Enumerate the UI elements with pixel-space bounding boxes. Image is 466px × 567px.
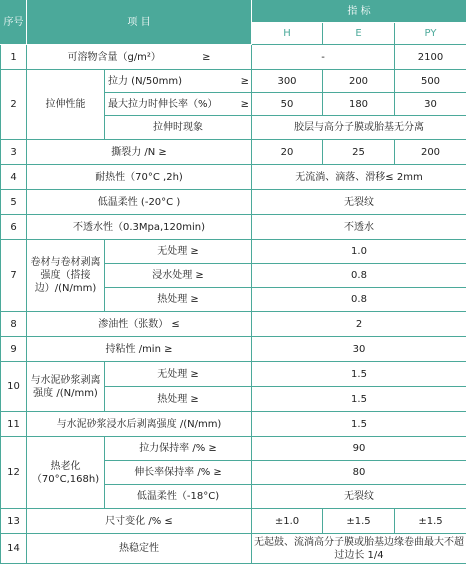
table-row [1, 412, 466, 437]
row-comparator: ≥ [202, 51, 211, 63]
row-group: 与水泥砂浆剥离强度 /(N/mm) [27, 362, 105, 412]
row-group: 热老化（70°C,168h) [27, 437, 105, 509]
sub-row-label [105, 93, 252, 116]
row-group: 卷材与卷材剥离强度（搭接边）/(N/mm) [27, 240, 105, 312]
value-merged: 无裂纹 [252, 485, 466, 509]
value-h: ±1.0 [252, 509, 323, 534]
sub-row-label: 浸水处理 ≥ [105, 264, 252, 288]
value-merged: 无流淌、滴落、滑移≤ 2mm [252, 165, 466, 190]
row-name-cell [27, 45, 252, 70]
row-name: 不透水性（0.3Mpa,120min) [27, 215, 252, 240]
value-h: 300 [252, 70, 323, 93]
sub-row-comparator: ≥ [240, 98, 249, 110]
value-e: 180 [323, 93, 395, 116]
value-merged: 30 [252, 337, 466, 362]
value-merged: 1.5 [252, 362, 466, 387]
value-h: 50 [252, 93, 323, 116]
row-name: 撕裂力 /N ≥ [27, 140, 252, 165]
table-row [1, 165, 466, 190]
value-merged: 90 [252, 437, 466, 461]
sub-row-label: 拉伸时现象 [105, 116, 252, 140]
sub-row-label: 伸长率保持率 /% ≥ [105, 461, 252, 485]
value-merged: 无起鼓、流淌高分子膜或胎基边缘卷曲最大不超过边长 1/4 [252, 534, 466, 564]
table-row [1, 190, 466, 215]
value-e: ±1.5 [323, 509, 395, 534]
sub-row-name: 拉力 (N/50mm) [108, 75, 183, 87]
row-number: 14 [1, 534, 27, 564]
row-group: 拉伸性能 [27, 70, 105, 140]
value-merged: 0.8 [252, 288, 466, 312]
value-merged: 1.0 [252, 240, 466, 264]
row-value-he: - [252, 45, 395, 70]
header-col-h: H [252, 23, 323, 45]
row-number: 8 [1, 312, 27, 337]
value-merged: 80 [252, 461, 466, 485]
sub-row-label: 无处理 ≥ [105, 362, 252, 387]
table-row [1, 240, 466, 264]
table-row [1, 140, 466, 165]
table-row [1, 45, 466, 70]
value-e: 25 [323, 140, 395, 165]
sub-row-label: 热处理 ≥ [105, 387, 252, 412]
row-number: 1 [1, 45, 27, 70]
table-row [1, 509, 466, 534]
sub-row-label [105, 70, 252, 93]
header-project: 项 目 [27, 1, 252, 45]
row-number: 4 [1, 165, 27, 190]
value-py: ±1.5 [395, 509, 466, 534]
table-row [1, 337, 466, 362]
header-indicator: 指 标 [252, 1, 466, 23]
row-name: 低温柔性 (-20°C ) [27, 190, 252, 215]
row-name: 持粘性 /min ≥ [27, 337, 252, 362]
value-py: 200 [395, 140, 466, 165]
row-name: 耐热性（70°C ,2h) [27, 165, 252, 190]
row-number: 7 [1, 240, 27, 312]
header-col-py: PY [395, 23, 466, 45]
row-number: 9 [1, 337, 27, 362]
table-row [1, 437, 466, 461]
row-name: 渗油性（张数） ≤ [27, 312, 252, 337]
header-seq: 序号 [1, 1, 27, 45]
table-row [1, 362, 466, 387]
row-name: 尺寸变化 /% ≤ [27, 509, 252, 534]
value-h: 20 [252, 140, 323, 165]
table-row [1, 70, 466, 93]
row-name: 可溶物含量（g/m²） [67, 51, 161, 63]
row-number: 6 [1, 215, 27, 240]
row-number: 13 [1, 509, 27, 534]
row-number: 3 [1, 140, 27, 165]
sub-row-label: 热处理 ≥ [105, 288, 252, 312]
value-merged: 无裂纹 [252, 190, 466, 215]
row-value-py: 2100 [395, 45, 466, 70]
value-merged: 不透水 [252, 215, 466, 240]
value-merged: 胶层与高分子膜或胎基无分离 [252, 116, 466, 140]
row-number: 5 [1, 190, 27, 215]
sub-row-label: 低温柔性（-18°C) [105, 485, 252, 509]
table-row [1, 312, 466, 337]
row-number: 10 [1, 362, 27, 412]
sub-row-label: 拉力保持率 /% ≥ [105, 437, 252, 461]
sub-row-name: 最大拉力时伸长率（%） [108, 98, 218, 110]
value-merged: 1.5 [252, 412, 466, 437]
table-row [1, 215, 466, 240]
value-merged: 0.8 [252, 264, 466, 288]
sub-row-label: 无处理 ≥ [105, 240, 252, 264]
table-row [1, 534, 466, 564]
row-number: 2 [1, 70, 27, 140]
row-number: 12 [1, 437, 27, 509]
value-py: 500 [395, 70, 466, 93]
value-merged: 2 [252, 312, 466, 337]
header-col-e: E [323, 23, 395, 45]
row-number: 11 [1, 412, 27, 437]
row-name: 热稳定性 [27, 534, 252, 564]
value-merged: 1.5 [252, 387, 466, 412]
row-name: 与水泥砂浆浸水后剥离强度 /(N/mm) [27, 412, 252, 437]
value-e: 200 [323, 70, 395, 93]
sub-row-comparator: ≥ [240, 75, 249, 87]
value-py: 30 [395, 93, 466, 116]
